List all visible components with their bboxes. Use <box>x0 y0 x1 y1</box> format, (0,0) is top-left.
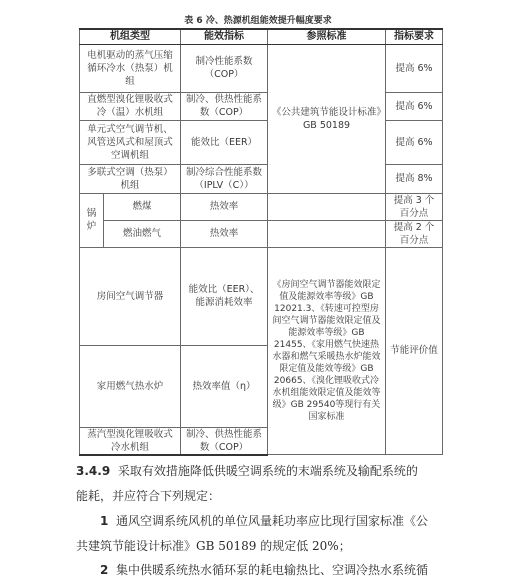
cell-unit-type: 家用燃气热水炉 <box>80 345 181 427</box>
cell-boiler-group: 锅炉 <box>80 193 104 247</box>
cell-unit-type: 单元式空气调节机、风管送风式和屋顶式空调机组 <box>80 120 181 164</box>
cell-unit-type: 燃煤 <box>104 193 181 220</box>
cell-unit-type: 电机驱动的蒸气压缩循环冷水（热泵）机组 <box>80 44 181 92</box>
cell-unit-type: 直燃型溴化锂吸收式冷（温）水机组 <box>80 92 181 120</box>
cell-standard-blank <box>268 220 386 247</box>
table-row <box>80 164 443 193</box>
cell-indicator: 能效比（EER） <box>181 120 268 164</box>
cell-indicator: 制冷、供热性能系数（COP） <box>181 92 268 120</box>
item-number: 1 <box>100 514 109 528</box>
clause-number: 3.4.9 <box>76 464 111 478</box>
header-requirement: 指标要求 <box>386 29 443 44</box>
item-number: 2 <box>100 563 109 577</box>
table-row <box>80 220 443 247</box>
cell-indicator: 制冷、供热性能系数（COP） <box>181 427 268 455</box>
clause-text-line1: 采取有效措施降低供暖空调系统的末端系统及输配系统的 <box>117 464 418 478</box>
cell-standard-blank <box>268 193 386 220</box>
cell-unit-type: 燃油燃气 <box>104 220 181 247</box>
table-row <box>80 92 443 120</box>
list-item <box>100 561 448 579</box>
cell-requirement: 提高 2 个百分点 <box>386 220 443 247</box>
item-text: 通风空调系统风机的单位风量耗功率应比现行国家标准《公 <box>116 514 429 528</box>
table-row <box>80 193 443 220</box>
cell-requirement: 提高 6% <box>386 44 443 92</box>
table-row <box>80 120 443 164</box>
cell-requirement: 提高 3 个百分点 <box>386 193 443 220</box>
item-text-continued: 共建筑节能设计标准》GB 50189 的规定低 20%； <box>76 539 351 553</box>
item-text: 集中供暖系统热水循环泵的耗电输热比、空调冷热水系统循 <box>116 563 429 577</box>
cell-indicator: 热效率 <box>181 220 268 247</box>
header-unit-type: 机组类型 <box>80 29 181 44</box>
cell-standard-gb50189: 《公共建筑节能设计标准》GB 50189 <box>268 44 386 193</box>
cell-unit-type: 多联式空调（热泵）机组 <box>80 164 181 193</box>
cell-requirement-evaluation: 节能评价值 <box>386 247 443 455</box>
cell-indicator: 热效率 <box>181 193 268 220</box>
clause-text-line2: 能耗，并应符合下列规定： <box>76 489 221 503</box>
cell-indicator: 能效比（EER）、能源消耗效率 <box>181 247 268 345</box>
cell-requirement: 提高 6% <box>386 92 443 120</box>
header-standard: 参照标准 <box>268 29 386 44</box>
table-row <box>80 44 443 92</box>
clause-3-4-9 <box>76 462 448 480</box>
cell-unit-type: 蒸汽型溴化锂吸收式冷水机组 <box>80 427 181 455</box>
table-caption: 表 6 冷、热源机组能效提升幅度要求 <box>184 16 332 26</box>
cell-indicator: 热效率值（η） <box>181 345 268 427</box>
table-row <box>80 247 443 345</box>
list-item <box>100 512 448 530</box>
cell-indicator: 制冷性能系数（COP） <box>181 44 268 92</box>
cell-standard-national: 《房间空气调节器能效限定值及能源效率等级》GB 12021.3、《转速可控型房间空气调节器能效限定值及能源效率等级》GB 21455、《家用燃气快速热水器和燃气采暖热水炉能效限定值及能效等级》GB 20665、《溴化锂吸收式冷水机组能效限定值及能效等级》GB 29540等现行有关国家标准 <box>268 247 386 455</box>
header-indicator: 能效指标 <box>181 29 268 44</box>
cell-unit-type: 房间空气调节器 <box>80 247 181 345</box>
cell-indicator: 制冷综合性能系数（IPLV（C）） <box>181 164 268 193</box>
cell-requirement: 提高 6% <box>386 120 443 164</box>
efficiency-table <box>79 28 443 456</box>
cell-requirement: 提高 8% <box>386 164 443 193</box>
table-header-row <box>80 29 443 44</box>
